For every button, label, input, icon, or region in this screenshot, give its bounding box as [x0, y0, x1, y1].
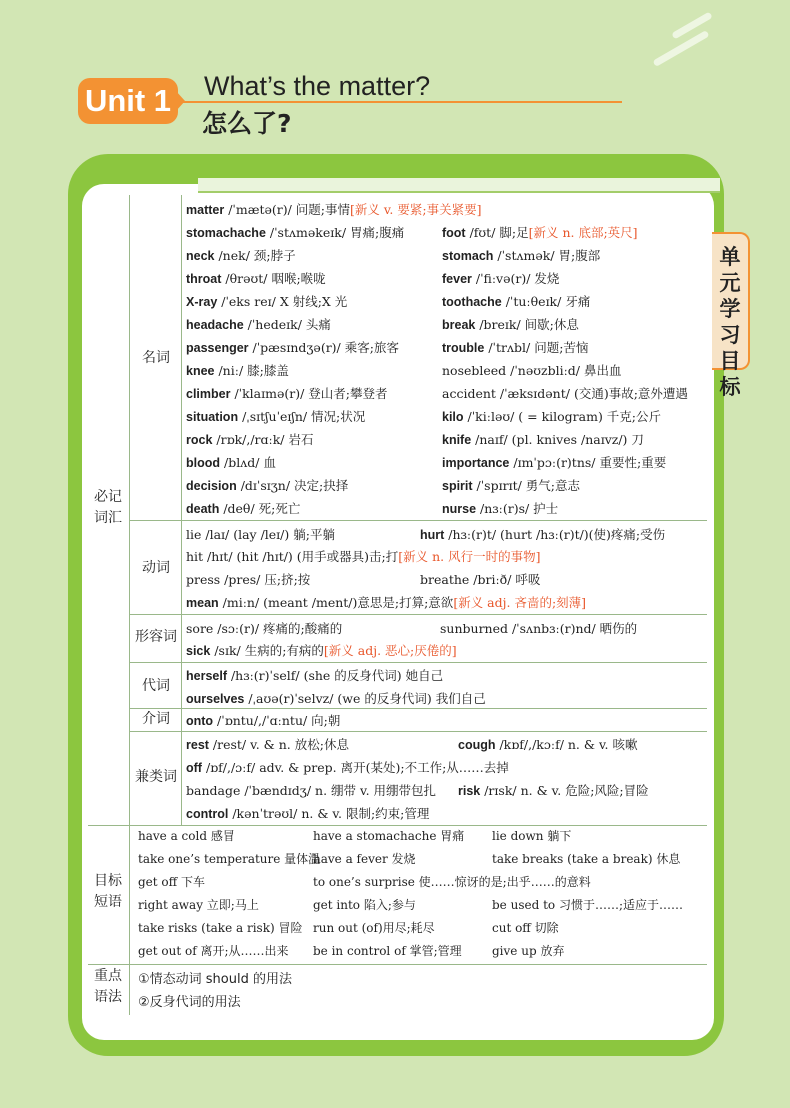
new-meaning-note: [新义 n. 风行一时的事物] — [398, 549, 541, 564]
vocab-definition: sunburned /ˈsʌnbɜː(r)nd/ 晒伤的 — [440, 621, 638, 636]
vocab-definition: press /pres/ 压;挤;按 — [186, 572, 311, 587]
new-meaning-note: [新义 v. 要紧;事关紧要] — [350, 202, 482, 217]
phrase-item: take breaks (take a break) 休息 — [492, 852, 681, 866]
vocab-word: trouble — [442, 341, 485, 355]
table-rule — [129, 825, 130, 1015]
vocab-word: sick — [186, 644, 211, 658]
vocab-entry — [440, 621, 637, 637]
phrase-item: to one’s surprise 使……惊讶的是;出乎……的意料 — [313, 875, 591, 889]
vocab-entry — [420, 572, 540, 588]
vocab-word: herself — [186, 669, 227, 683]
vocab-word: ourselves — [186, 692, 245, 706]
phrase-item: give up 放弃 — [492, 944, 565, 958]
vocab-word: knee — [186, 364, 215, 378]
vocab-word: X-ray — [186, 295, 218, 309]
vocab-word: rest — [186, 738, 209, 752]
vocab-word: neck — [186, 249, 215, 263]
vocab-definition: /kɒf/,/kɔːf/ n. & v. 咳嗽 — [495, 737, 638, 752]
vocab-word: climber — [186, 387, 231, 401]
vocab-entry — [442, 271, 559, 287]
vocab-entry — [186, 386, 388, 402]
vocab-definition: /breɪk/ 间歇;休息 — [475, 317, 579, 332]
vocab-definition: /ˌsɪtʃuˈeɪʃn/ 情况;状况 — [238, 409, 366, 424]
vocab-entry — [442, 386, 688, 402]
phrase-item: take risks (take a risk) 冒险 — [138, 921, 303, 935]
vocab-entry — [186, 643, 457, 659]
vocab-entry — [186, 501, 300, 517]
vocab-word: break — [442, 318, 476, 332]
vocab-entry — [186, 691, 486, 707]
vocab-entry — [186, 202, 481, 218]
vocab-entry — [186, 527, 335, 543]
vocab-definition: /ˈpæsɪndʒə(r)/ 乘客;旅客 — [248, 340, 399, 355]
vocab-entry — [186, 225, 404, 241]
vocab-definition: /ˈspɪrɪt/ 勇气;意志 — [472, 478, 580, 493]
vocab-entry — [458, 783, 649, 799]
vocab-word: risk — [458, 784, 481, 798]
table-rule — [129, 708, 707, 709]
vocab-entry — [186, 340, 399, 356]
vocab-definition: /rɒk/,/rɑːk/ 岩石 — [212, 432, 314, 447]
vocab-word: headache — [186, 318, 244, 332]
vocab-word: off — [186, 761, 202, 775]
vocab-entry — [442, 501, 558, 517]
vocab-entry — [186, 760, 509, 776]
vocab-definition: /ˈɒntu/,/ˈɑːntu/ 向;朝 — [213, 713, 341, 728]
vocab-definition: /hɜː(r)ˈself/ (she 的反身代词) 她自己 — [227, 668, 444, 683]
vocab-entry — [442, 455, 666, 471]
vocab-definition: /niː/ 膝;膝盖 — [214, 363, 289, 378]
vocab-definition: /miːn/ (meant /ment/)意思是;打算;意欲 — [218, 595, 454, 610]
phrase-item: get out of 离开;从……出来 — [138, 944, 289, 958]
phrase-item: right away 立即;马上 — [138, 898, 259, 912]
vocab-definition: /ˈmætə(r)/ 问题;事情 — [224, 202, 350, 217]
grammar-item: ①情态动词 should 的用法 — [138, 972, 292, 987]
table-rule — [88, 964, 707, 965]
vocab-definition: /θrəʊt/ 咽喉;喉咙 — [221, 271, 326, 286]
vocab-entry — [186, 478, 348, 494]
vocab-definition: /ˈstʌməkeɪk/ 胃痛;腹痛 — [265, 225, 405, 240]
pos-label-adj: 形容词 — [135, 629, 177, 645]
phrase-item: be used to 习惯于……;适应于…… — [492, 898, 683, 912]
vocab-definition: /ɒf/,/ɔːf/ adv. & prep. 离开(某处);不工作;从……去掉 — [201, 760, 509, 775]
phrase-item: cut off 切除 — [492, 921, 559, 935]
vocab-entry — [186, 737, 349, 753]
vocab-definition: /naɪf/ (pl. knives /naɪvz/) 刀 — [471, 432, 644, 447]
phrase-item: have a fever 发烧 — [313, 852, 416, 866]
vocab-word: throat — [186, 272, 222, 286]
table-rule — [129, 662, 707, 663]
vocab-definition: /fʊt/ 脚;足 — [465, 225, 529, 240]
grammar-item: ②反身代词的用法 — [138, 995, 241, 1010]
phrase-item: run out (of)用尽;耗尽 — [313, 921, 435, 935]
vocab-word: cough — [458, 738, 496, 752]
vocab-word: nurse — [442, 502, 477, 516]
vocab-definition: /blʌd/ 血 — [220, 455, 276, 470]
vocab-entry — [442, 317, 579, 333]
vocab-entry — [186, 294, 347, 310]
vocab-definition: /rest/ v. & n. 放松;休息 — [208, 737, 349, 752]
vocab-definition: /sɪk/ 生病的;有病的 — [210, 643, 324, 658]
vocab-word: death — [186, 502, 220, 516]
phrase-item: have a cold 感冒 — [138, 829, 235, 843]
vocab-entry — [442, 225, 638, 241]
vocab-entry — [442, 409, 661, 425]
vocab-definition: /ˈfiːvə(r)/ 发烧 — [471, 271, 560, 286]
vocab-entry — [186, 668, 443, 684]
vocab-entry — [186, 455, 276, 471]
vocab-entry — [186, 713, 340, 729]
vocab-entry — [186, 248, 296, 264]
vocab-word: toothache — [442, 295, 502, 309]
vocab-entry — [186, 806, 429, 822]
vocab-word: foot — [442, 226, 466, 240]
vocab-word: mean — [186, 596, 219, 610]
vocab-entry — [458, 737, 638, 753]
vocab-definition: accident /ˈæksɪdənt/ (交通)事故;意外遭遇 — [442, 386, 688, 401]
phrase-item: get off 下车 — [138, 875, 205, 889]
vocab-definition: sore /sɔː(r)/ 疼痛的;酸痛的 — [186, 621, 343, 636]
vocab-word: situation — [186, 410, 239, 424]
vocab-definition: breathe /briːð/ 呼吸 — [420, 572, 541, 587]
vocab-definition: /ˈhedeɪk/ 头痛 — [243, 317, 331, 332]
pos-label-multi: 兼类词 — [135, 769, 177, 785]
vocab-entry — [186, 271, 326, 287]
vocab-word: fever — [442, 272, 472, 286]
pos-label-prep: 介词 — [142, 711, 170, 727]
section-label-grammar: 重点 语法 — [94, 968, 122, 1005]
vocab-word: stomachache — [186, 226, 266, 240]
vocab-definition: lie /laɪ/ (lay /leɪ/) 躺;平躺 — [186, 527, 335, 542]
title-divider — [182, 101, 622, 103]
vocab-entry — [420, 527, 665, 543]
vocab-definition: /ˈklaɪmə(r)/ 登山者;攀登者 — [230, 386, 388, 401]
vocab-definition: /ɪmˈpɔː(r)tns/ 重要性;重要 — [509, 455, 667, 470]
phrase-item: take one’s temperature 量体温 — [138, 852, 321, 866]
vocab-definition: /dɪˈsɪʒn/ 决定;抉择 — [236, 478, 349, 493]
vocab-definition: /nɜː(r)s/ 护士 — [476, 501, 559, 516]
vocab-word: hurt — [420, 528, 445, 542]
vocab-word: control — [186, 807, 229, 821]
new-meaning-note: [新义 adj. 吝啬的;刻薄] — [453, 595, 587, 610]
pos-label-pron: 代词 — [142, 678, 170, 694]
vocab-definition: /ˈkiːləʊ/ ( = kilogram) 千克;公斤 — [463, 409, 662, 424]
table-rule — [129, 731, 707, 732]
vocab-entry — [442, 478, 580, 494]
vocab-definition: /ˈeks reɪ/ X 射线;X 光 — [217, 294, 348, 309]
vocab-definition: hit /hɪt/ (hit /hɪt/) (用手或器具)击;打 — [186, 549, 399, 564]
vocab-entry — [442, 340, 588, 356]
vocab-entry — [186, 783, 436, 799]
table-rule — [129, 520, 707, 521]
unit-title-english: What’s the matter? — [204, 71, 431, 101]
vocab-entry — [442, 248, 600, 264]
card-top-strip — [198, 178, 720, 193]
vocab-definition: /ˌaʊə(r)ˈselvz/ (we 的反身代词) 我们自己 — [244, 691, 486, 706]
pos-label-noun: 名词 — [142, 350, 170, 366]
vocab-word: onto — [186, 714, 214, 728]
phrase-item: be in control of 掌管;管理 — [313, 944, 462, 958]
section-label-vocab: 必记 词汇 — [94, 489, 122, 526]
side-tab-label: 单元学习目标 — [719, 245, 741, 399]
new-meaning-note: [新义 adj. 恶心;厌倦的] — [323, 643, 457, 658]
vocab-word: spirit — [442, 479, 473, 493]
unit-badge: Unit 1 — [78, 78, 178, 124]
phrase-item: have a stomachache 胃痛 — [313, 829, 465, 843]
table-rule — [129, 614, 707, 615]
vocab-entry — [186, 549, 540, 565]
vocab-definition: /ˈtuːθeɪk/ 牙痛 — [501, 294, 591, 309]
phrase-item: get into 陷入;参与 — [313, 898, 416, 912]
vocab-word: rock — [186, 433, 213, 447]
vocab-word: kilo — [442, 410, 464, 424]
vocab-word: passenger — [186, 341, 249, 355]
vocab-entry — [442, 432, 644, 448]
vocab-entry — [186, 572, 310, 588]
new-meaning-note: [新义 n. 底部;英尺] — [528, 225, 638, 240]
side-tab — [712, 232, 750, 399]
vocab-entry — [186, 595, 586, 611]
vocab-definition: /deθ/ 死;死亡 — [219, 501, 301, 516]
vocab-word: blood — [186, 456, 221, 470]
vocab-definition: /ˈstʌmək/ 胃;腹部 — [493, 248, 601, 263]
vocab-definition: nosebleed /ˈnəʊzbliːd/ 鼻出血 — [442, 363, 622, 378]
vocab-entry — [442, 294, 590, 310]
vocab-definition: /kənˈtrəʊl/ n. & v. 限制;约束;管理 — [228, 806, 430, 821]
vocab-definition: /nek/ 颈;脖子 — [214, 248, 296, 263]
table-rule — [88, 825, 707, 826]
vocab-entry — [186, 432, 314, 448]
vocab-definition: /ˈtrʌbl/ 问题;苦恼 — [484, 340, 589, 355]
vocab-word: decision — [186, 479, 237, 493]
vocab-entry — [186, 409, 365, 425]
vocab-word: matter — [186, 203, 225, 217]
vocab-entry — [186, 363, 289, 379]
section-label-phrases: 目标 短语 — [94, 873, 122, 910]
vocab-word: stomach — [442, 249, 494, 263]
vocab-definition: /hɜː(r)t/ (hurt /hɜː(r)t/)(使)疼痛;受伤 — [444, 527, 666, 542]
vocab-word: knife — [442, 433, 472, 447]
vocab-entry — [186, 317, 331, 333]
vocab-entry — [186, 621, 342, 637]
unit-title-chinese: 怎么了? — [202, 109, 292, 138]
vocab-definition: bandage /ˈbændɪdʒ/ n. 绷带 v. 用绷带包扎 — [186, 783, 437, 798]
pos-label-verb: 动词 — [142, 560, 170, 576]
phrase-item: lie down 躺下 — [492, 829, 572, 843]
vocab-word: importance — [442, 456, 510, 470]
vocab-entry — [442, 363, 622, 379]
vocab-definition: /rɪsk/ n. & v. 危险;风险;冒险 — [480, 783, 649, 798]
